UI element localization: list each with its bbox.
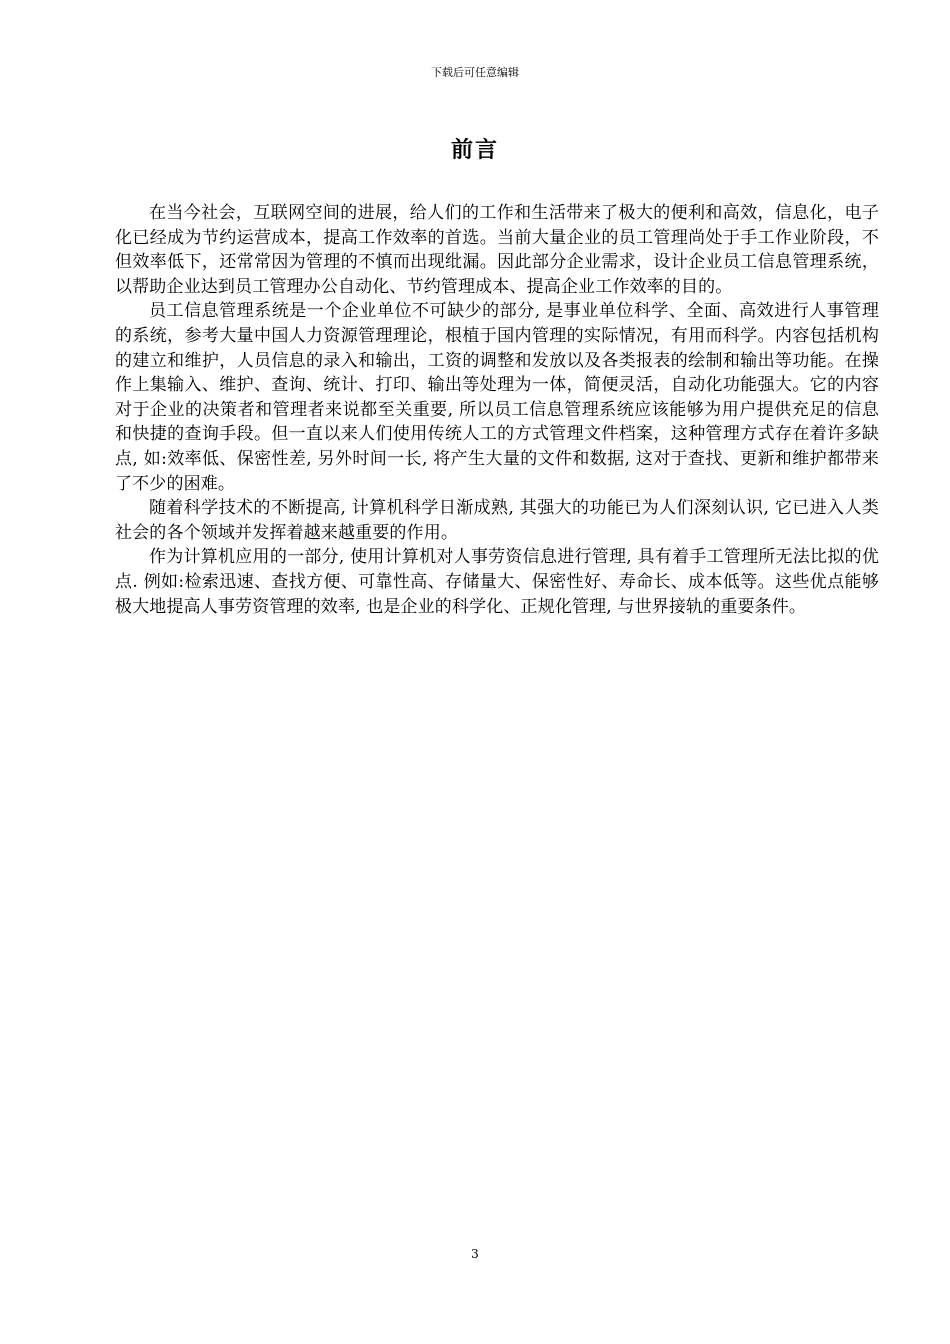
header-note: 下载后可任意编辑 — [431, 66, 519, 79]
paragraph-3: 随着科学技术的不断提高, 计算机科学日渐成熟, 其强大的功能已为人们深刻认识, 它已进入人类社会的各个领域并发挥着越来越重要的作用。 — [115, 498, 879, 543]
paragraph-2: 员工信息管理系统是一个企业单位不可缺少的部分, 是事业单位科学、全面、高效进行人事管理的系统，参考大量中国人力资源管理理论，根植于国内管理的实际情况，有用而科学。内容包括机构的建立和维护，人员信息的录入和输出，工资的调整和发放以及各类报表的绘制和输出等功能。在操作上集输入、维护、查询、统计、打印、输出等处理为一体，简便灵活，自动化功能强大。它的内容对于企业的决策者和管理者来说都至关重要, 所以员工信息管理系统应该能够为用户提供充足的信息和快捷的查询手段。但一直以来人们使用传统人工的方式管理文件档案，这种管理方式存在着许多缺点, 如:效率低、保密性差, 另外时间一长, 将产生大量的文件和数据, 这对于查找、更新和维护都带来了不少的困难。 — [115, 301, 879, 494]
page-title: 前言 — [450, 138, 499, 163]
page-number: 3 — [471, 1247, 479, 1261]
body-text — [115, 201, 879, 619]
paragraph-1: 在当今社会，互联网空间的进展，给人们的工作和生活带来了极大的便利和高效，信息化，电子化已经成为节约运营成本，提高工作效率的首选。当前大量企业的员工管理尚处于手工作业阶段，不但效率低下，还常常因为管理的不慎而出现纰漏。因此部分企业需求，设计企业员工信息管理系统，以帮助企业达到员工管理办公自动化、节约管理成本、提高企业工作效率的目的。 — [115, 203, 879, 297]
paragraph-4: 作为计算机应用的一部分, 使用计算机对人事劳资信息进行管理, 具有着手工管理所无法比拟的优点. 例如:检索迅速、查找方便、可靠性高、存储量大、保密性好、寿命长、成本低等。这些优点能够极大地提高人事劳资管理的效率, 也是企业的科学化、正规化管理, 与世界接轨的重要条件。 — [115, 547, 879, 617]
